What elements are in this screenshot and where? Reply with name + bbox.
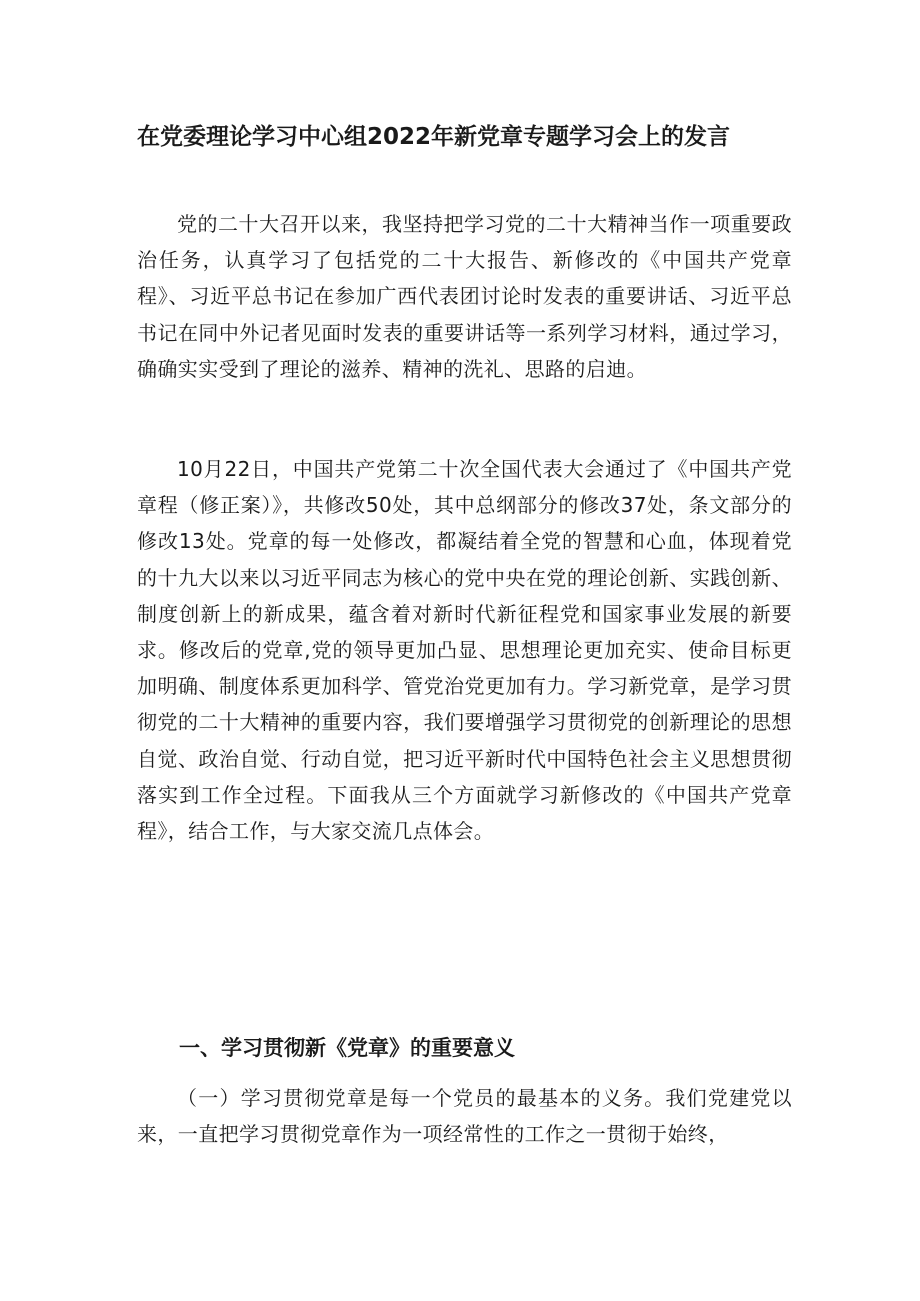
paragraph-section-one: （一）学习贯彻党章是每一个党员的最基本的义务。我们党建党以来，一直把学习贯彻党章作为一项经常性的工作之一贯彻于始终， bbox=[137, 1086, 792, 1147]
paragraph-intro: 党的二十大召开以来，我坚持把学习党的二十大精神当作一项重要政治任务，认真学习了包括党的二十大报告、新修改的《中国共产党章程》、习近平总书记在参加广西代表团讨论时发表的重要讲话、习近平总书记在同中外记者见面时发表的重要讲话等一系列学习材料，通过学习，确确实实受到了理论的滋养、精神的洗礼、思路的启迪。 bbox=[137, 212, 792, 381]
document-title: 在党委理论学习中心组2022年新党章专题学习会上的发言 bbox=[137, 124, 731, 150]
section-heading: 一、学习贯彻新《党章》的重要意义 bbox=[179, 1036, 515, 1060]
paragraph-party-constitution-revision: 10月22日，中国共产党第二十次全国代表大会通过了《中国共产党章程（修正案）》，共修改50处，其中总纲部分的修改37处，条文部分的修改13处。党章的每一处修改，都凝结着全党的智慧和心血，体现着党的十九大以来以习近平同志为核心的党中央在党的理论创新、实践创新、制度创新上的新成果，蕴含着对新时代新征程党和国家事业发展的新要求。修改后的党章,党的领导更加凸显、思想理论更加充实、使命目标更加明确、制度体系更加科学、管党治党更加有力。学习新党章，是学习贯彻党的二十大精神的重要内容，我们要增强学习贯彻党的创新理论的思想自觉、政治自觉、行动自觉，把习近平新时代中国特色社会主义思想贯彻落实到工作全过程。下面我从三个方面就学习新修改的《中国共产党章程》，结合工作，与大家交流几点体会。 bbox=[137, 457, 792, 844]
